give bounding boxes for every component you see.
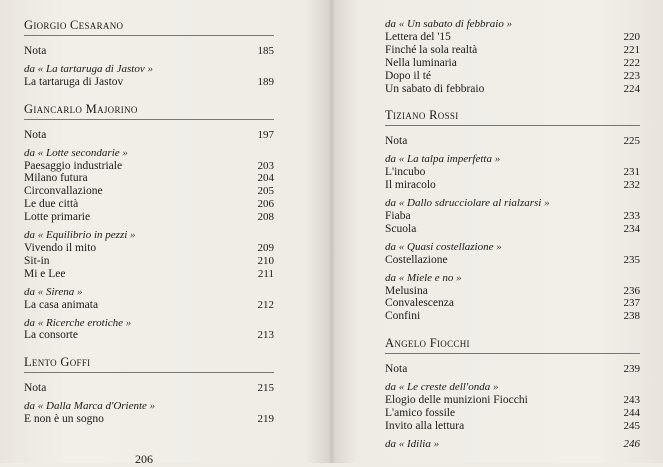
divider <box>24 372 274 373</box>
entry-page: 209 <box>257 241 274 254</box>
toc-entry <box>385 297 640 310</box>
entry-page: 233 <box>623 209 640 222</box>
source-line: da « Un sabato di febbraio » <box>385 18 513 30</box>
entry-title: Nota <box>24 382 47 395</box>
entry-title: Paesaggio industriale <box>24 159 123 172</box>
entry-page: 238 <box>623 310 640 323</box>
entry-title: Confini <box>385 310 421 323</box>
toc-entry <box>24 185 274 198</box>
note-entry <box>385 135 640 148</box>
entry-page: 219 <box>257 413 274 426</box>
source-line: da « Sirena » <box>24 285 83 298</box>
toc-entry <box>24 268 274 281</box>
entry-title: Milano futura <box>24 172 88 185</box>
entry-title: Vivendo il mito <box>24 241 97 254</box>
entry-page: 212 <box>257 298 274 311</box>
entry-page: 223 <box>623 69 640 82</box>
entry-page: 220 <box>623 30 640 43</box>
entry-page: 239 <box>623 363 640 376</box>
entry-page: 211 <box>257 267 274 280</box>
toc-entry <box>24 211 274 224</box>
entry-title: L'amico fossile <box>385 406 456 419</box>
toc-entry <box>385 83 640 96</box>
source-line <box>385 438 640 451</box>
source-line: da « Miele e no » <box>385 271 462 284</box>
entry-title: La tartaruga di Jastov <box>24 75 124 88</box>
author-heading: Giancarlo Majorino <box>24 101 138 116</box>
source-line: da « Le creste dell'onda » <box>385 381 499 394</box>
toc-entry <box>24 198 274 211</box>
note-entry <box>24 45 274 58</box>
toc-entry <box>24 413 274 426</box>
entry-page: 204 <box>257 172 274 185</box>
toc-entry <box>24 242 274 255</box>
entry-page: 189 <box>257 75 274 88</box>
divider <box>24 119 274 120</box>
author-heading: Lento Goffi <box>24 355 91 370</box>
toc-entry <box>385 285 640 298</box>
toc-entry <box>385 179 640 192</box>
toc-entry <box>385 44 640 57</box>
entry-page: 197 <box>257 128 274 141</box>
toc-entry <box>24 76 274 89</box>
entry-page: 235 <box>623 253 640 266</box>
toc-entry <box>385 420 640 433</box>
entry-title: La consorte <box>24 329 78 342</box>
entry-page: 243 <box>623 394 640 407</box>
entry-title: Nota <box>385 363 408 376</box>
source-line: da « Quasi costellazione » <box>385 240 502 253</box>
entry-page: 245 <box>623 419 640 432</box>
author-heading: Tiziano Rossi <box>385 108 459 123</box>
entry-page: 185 <box>257 45 274 57</box>
source-line: da « Dalla Marca d'Oriente » <box>24 400 156 413</box>
page-number: 206 <box>135 452 153 466</box>
divider <box>24 35 274 36</box>
entry-title: Scuola <box>385 222 417 235</box>
toc-entry <box>24 329 274 342</box>
entry-title: Nota <box>24 45 47 57</box>
toc-entry <box>385 31 640 44</box>
right-toc-column <box>385 13 640 451</box>
left-toc-column <box>24 18 274 426</box>
toc-entry <box>385 57 640 70</box>
entry-page: 231 <box>623 166 640 179</box>
entry-title: Mi e Lee <box>24 267 66 280</box>
entry-title: Melusina <box>385 284 428 297</box>
entry-page: 221 <box>623 43 640 56</box>
entry-title: Dopo il té <box>385 69 431 82</box>
toc-entry <box>385 166 640 179</box>
entry-page: 232 <box>623 179 640 192</box>
toc-entry <box>24 160 274 173</box>
toc-entry <box>24 255 274 268</box>
entry-page: 234 <box>623 222 640 235</box>
entry-title: Finché la sola realtà <box>385 43 478 56</box>
entry-page: 206 <box>257 198 274 211</box>
entry-page: 205 <box>257 185 274 198</box>
author-heading: Giorgio Cesarano <box>24 18 124 32</box>
entry-title: Elogio delle munizioni Fiocchi <box>385 394 528 407</box>
entry-page: 222 <box>623 56 640 69</box>
entry-title: Nota <box>385 135 408 148</box>
entry-page: 215 <box>257 382 274 395</box>
author-heading: Angelo Fiocchi <box>385 336 470 351</box>
toc-entry <box>385 223 640 236</box>
entry-page: 208 <box>257 211 274 224</box>
note-entry <box>385 363 640 376</box>
entry-title: Lotte primarie <box>24 211 91 224</box>
entry-title: Sit-in <box>24 254 50 267</box>
note-entry <box>24 129 274 142</box>
entry-title: Fiaba <box>385 209 411 222</box>
divider <box>385 125 640 126</box>
toc-entry <box>24 299 274 312</box>
source-line: da « Ricerche erotiche » <box>24 316 132 329</box>
source-line: da « La tartaruga di Jastov » <box>24 62 153 75</box>
entry-title: Le due città <box>24 198 79 211</box>
toc-entry <box>385 310 640 323</box>
source-line: da « Dallo sdrucciolare al rialzarsi » <box>385 197 550 210</box>
entry-title: Nota <box>24 128 47 141</box>
entry-title: Il miracolo <box>385 179 436 192</box>
entry-title: Invito alla lettura <box>385 419 465 432</box>
entry-title: La casa animata <box>24 298 99 311</box>
source-line: da « La talpa imperfetta » <box>385 153 501 166</box>
note-entry <box>24 382 274 395</box>
entry-title: Costellazione <box>385 253 448 266</box>
entry-page: 237 <box>623 297 640 310</box>
source-title: da « Idilia » <box>385 437 440 450</box>
entry-page: 225 <box>623 135 640 148</box>
toc-entry <box>385 254 640 267</box>
entry-page: 210 <box>257 254 274 267</box>
toc-entry <box>385 210 640 223</box>
toc-entry <box>385 394 640 407</box>
entry-title: L'incubo <box>385 166 426 179</box>
entry-page: 224 <box>623 82 640 95</box>
entry-page: 236 <box>623 284 640 297</box>
entry-page: 244 <box>623 406 640 419</box>
toc-entry <box>385 70 640 83</box>
entry-page: 213 <box>257 329 274 342</box>
left-page <box>0 0 331 466</box>
entry-title: Circonvallazione <box>24 185 103 198</box>
entry-title: E non è un sogno <box>24 413 104 426</box>
entry-title: Lettera del '15 <box>385 30 451 43</box>
source-line: da « Lotte secondarie » <box>24 146 128 159</box>
toc-entry <box>24 172 274 185</box>
entry-page: 203 <box>257 159 274 172</box>
toc-entry <box>385 407 640 420</box>
divider <box>385 353 640 354</box>
entry-page: 246 <box>623 437 640 450</box>
source-line: da « Equilibrio in pezzi » <box>24 229 136 242</box>
entry-title: Un sabato di febbraio <box>385 82 485 95</box>
right-page <box>331 0 663 463</box>
entry-title: Nella luminaria <box>385 56 457 69</box>
entry-title: Convalescenza <box>385 297 454 310</box>
